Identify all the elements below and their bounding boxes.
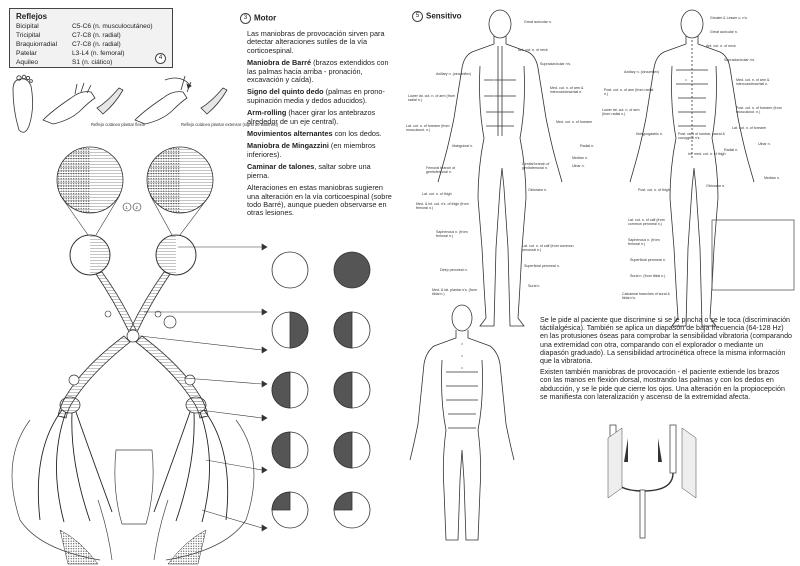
dermatome-label: Med. cut. n. of arm & intercostobrachial n.: [550, 86, 584, 94]
dermatome-label: Post. cut. n. of arm (from radial n.): [604, 88, 654, 96]
dermatome-label: Med. & int. cut. n's. of thigh (from femoral n.): [416, 202, 469, 210]
reflex-name: Bicipital: [16, 23, 39, 30]
dermatome-label: Lat. cut. n. of forearm (from musculocut. n.): [406, 124, 450, 132]
reflex-name: Aquileo: [16, 59, 38, 66]
motor-item: [247, 88, 395, 105]
dermatome-label: Axillary n. (circumflex): [436, 72, 472, 76]
sensory-section-number: 5: [412, 11, 423, 22]
dermatome-label: Superficial peroneal n.: [630, 258, 666, 262]
reflex-table: [9, 8, 173, 68]
marker-1-label: 1: [125, 205, 128, 210]
dermatome-label: Int. med. cut. n. of thigh: [688, 152, 726, 156]
dermatome-label: Lat. cut. n. of thigh: [422, 192, 452, 196]
sensory-title: Sensitivo: [426, 11, 462, 21]
motor-item-term: Signo del quinto dedo: [247, 87, 324, 97]
dermatome-label: Deep peroneal n.: [440, 268, 468, 272]
motor-item: [247, 130, 395, 138]
reflex-row: [16, 50, 124, 57]
motor-item-desc: (en miembros inferiores).: [247, 141, 376, 159]
motor-item-desc: , saltar sobre una pierna.: [247, 162, 371, 180]
dermatome-label: Radial n.: [724, 148, 739, 152]
dermatome-label: Iliohypogastric n.: [636, 132, 663, 136]
dermatome-label: Lat. cut. n. of forearm: [732, 126, 767, 130]
dermatome-label: Calcaneal branches of sural & tibial n's.: [622, 292, 670, 300]
motor-item: [247, 109, 395, 126]
reflex-row: [16, 23, 153, 30]
dermatome-label: Femoral branch of genitofemoral n.: [426, 166, 456, 174]
reflex-row: [16, 41, 121, 48]
dermatome-label: Lower lat. cut. n. of arm (from radial n.): [408, 94, 455, 102]
dermatome-label: Ant. cut. n. of neck: [706, 44, 736, 48]
dermatome-label: Sural n.: [528, 284, 541, 288]
sensory-paragraph-1: Se le pide al paciente que discrimine si se le pincha o se le toca (discriminación táctilalgésica). También se aplica un diapasón de baja frecuencia (64-128 Hz) en las protusiones óseas para comprobar la sensibilidad vibratoria (comparando una extremidad con otra, comparando con el explorador o mediante un diapasón graduado). La sensibilidad artrocinética ofrece la misma información que la vibratoria.: [540, 316, 792, 366]
dermatome-label: Saphenous n. (from femoral n.): [436, 230, 468, 238]
motor-item-desc: (hacer girar los antebrazos alrededor de un eje central).: [247, 108, 376, 126]
motor-outro: Alteraciones en estas maniobras sugieren una alteración en la vía corticoespinal (sobre todo Barré), aunque pueden observarse en otras lesiones.: [247, 183, 392, 218]
dermatome-label: Axillary n. (circumflex): [624, 70, 660, 74]
small-dermatome-figure: [410, 305, 514, 540]
dermatome-label: Median n.: [764, 176, 780, 180]
dermatome-label: Med. & lat. plantar n's. (from tibial n.): [432, 288, 478, 296]
dermatome-label: Superficial peroneal n.: [524, 264, 560, 268]
dermatome-label: Great auricular n.: [524, 20, 552, 24]
dermatome-label: Lat. cut. n. of calf (from common peroneal n.): [628, 218, 665, 226]
dermatome-label: Sural n. (from tibial n.): [630, 274, 666, 278]
dermatome-label: Greater & Lesser o. n's.: [710, 16, 748, 20]
dermatome-label: Obturator n.: [528, 188, 548, 192]
reflex-name: Patelar: [16, 50, 37, 57]
dermatome-label: Obturator n.: [706, 184, 726, 188]
reflex-row: [16, 32, 121, 39]
dermatome-label: Genital branch of genitofemoral n.: [522, 162, 550, 170]
dermatome-label: Post. cut. n. of forearm (from musculocut. n.): [736, 106, 782, 114]
plantar-flexor-label: Reflejo cutáneo plantar flexor: [91, 122, 146, 127]
motor-item-term: Arm-rolling: [247, 108, 287, 118]
dermatome-label: Ulnar n.: [758, 142, 771, 146]
reflex-level: C7-C8 (n. radial): [72, 32, 121, 39]
dermatome-label: Median n.: [572, 156, 588, 160]
dermatome-label: Ulnar n.: [572, 164, 585, 168]
babinski-label: Reflejo cutáneo plantar extensor (signo de Babinski): [181, 122, 279, 127]
dermatome-label: Radial n.: [580, 144, 595, 148]
motor-item: [247, 59, 395, 84]
motor-item-desc: (palmas en prono-supinación media y dedos aducidos).: [247, 87, 385, 105]
motor-item: [247, 142, 395, 159]
dermatome-label: Med. cut. n. of forearm: [556, 120, 593, 124]
sensory-paragraph-2: Existen también maniobras de provocación - el paciente extiende los brazos con las manos en flexión dorsal, mostrando las palmas y con los dedos en abducción, y se le pide que cierre los ojos. Una alteración en la propiocepción se manifiesta con lateralización y ascenso de la extremidad afecta.: [540, 368, 785, 401]
graduated-tuning-fork-icon: [608, 425, 696, 538]
motor-title: Motor: [254, 13, 277, 23]
reflex-level: L3-L4 (n. femoral): [72, 50, 125, 57]
motor-section-number: 3: [240, 13, 251, 24]
sensory-text: [540, 316, 792, 404]
dermatome-label: Great auricular n.: [710, 30, 738, 34]
reflex-name: Tricipital: [16, 32, 41, 39]
motor-item-term: Caminar de talones: [247, 162, 315, 172]
dermatome-label: Med. cut. n. of arm & intercostobrachial n.: [736, 78, 770, 86]
visual-field-defects: [268, 248, 388, 548]
dermatome-label: Supraclavicular n's.: [540, 62, 572, 66]
visual-pathway-diagram: [0, 140, 245, 566]
reflex-level: C7-C8 (n. radial): [72, 41, 121, 48]
dermatome-label: Lower lat. cut. n. of arm (from radial n.): [602, 108, 640, 116]
dermatome-label: Ant. cut. n. of neck: [518, 48, 548, 52]
motor-item: [247, 163, 395, 180]
dermatome-label: Lat. cut. n. of calf (from common peroneal n.): [522, 244, 574, 252]
reflex-level: S1 (n. ciático): [72, 59, 113, 66]
reflex-name: Braquiorradial: [16, 41, 58, 48]
dermatome-label: Post. rami of lumbar, sacral & coccygeal n's.: [678, 132, 725, 140]
motor-item-term: Maniobra de Barré: [247, 58, 312, 68]
dermatome-label: Ilioinguinal n.: [452, 144, 473, 148]
dermatome-label: Supraclavicular n's.: [724, 58, 756, 62]
front-body-labels: [404, 18, 600, 314]
dermatome-label: Saphenous n. (from femoral n.): [628, 238, 660, 246]
reflex-row: [16, 59, 112, 66]
motor-item-term: Maniobra de Mingazzini: [247, 141, 329, 151]
motor-item-desc: (brazos extendidos con las palmas hacia arriba - pronación, excavación y caída).: [247, 58, 389, 85]
marker-2-label: 2: [135, 205, 138, 210]
motor-text: [247, 30, 395, 222]
motor-section-heading: [240, 13, 276, 24]
reflex-level: C5-C6 (n. musculocutáneo): [72, 23, 153, 30]
motor-item-term: Movimientos alternantes: [247, 129, 333, 139]
dermatome-label: Post. cut. n. of thigh: [638, 188, 670, 192]
reflex-table-title: Reflejos: [16, 12, 48, 21]
reflex-section-number: 4: [155, 53, 166, 64]
motor-item-desc: con los dedos.: [332, 129, 382, 139]
back-body-labels: [600, 12, 796, 312]
motor-intro: Las maniobras de provocación sirven para detectar alteraciones sutiles de la vía corticoespinal.: [247, 29, 385, 55]
